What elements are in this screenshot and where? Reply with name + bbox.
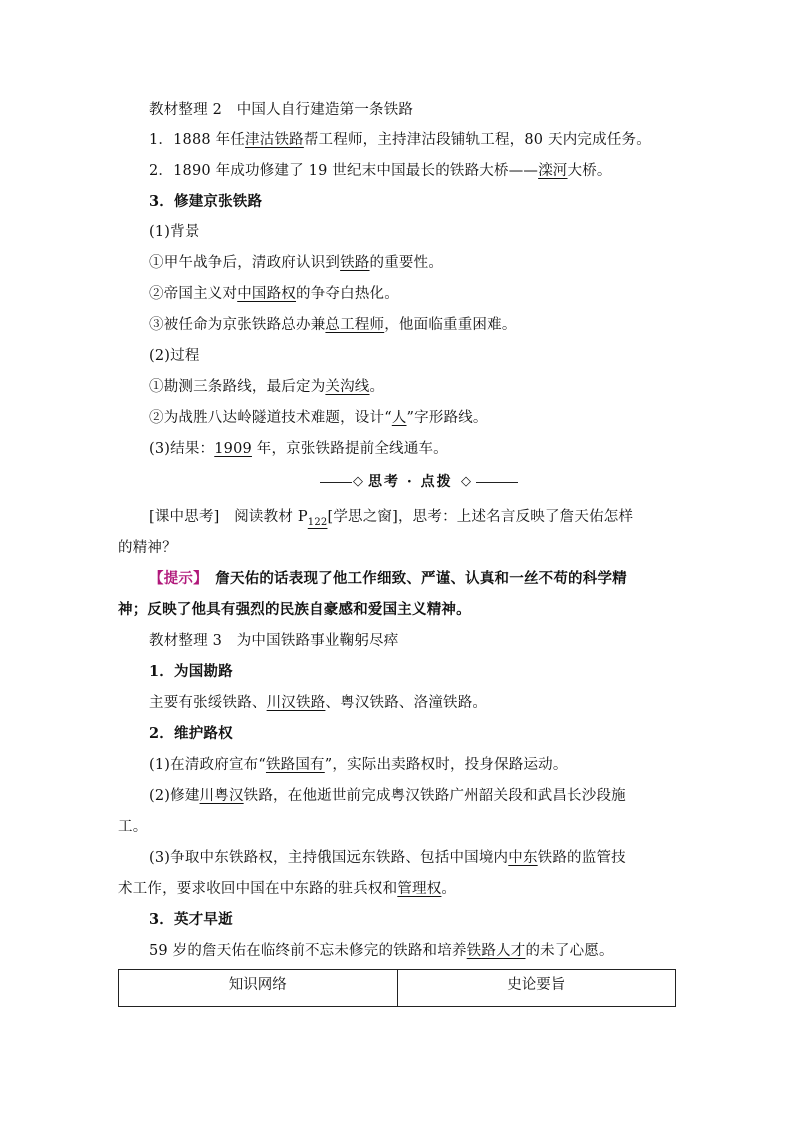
think-hint-separator [320, 471, 520, 493]
separator-rule-right [476, 482, 518, 483]
process-1: ①勘测三条路线，最后定为关沟线。 [149, 379, 385, 395]
route-right-2-cont: 工。 [118, 819, 148, 835]
item1-line: 1．1888 年任津沽铁路帮工程师，主持津沽段铺轨工程，80 天内完成任务。 [149, 132, 651, 148]
think-question-line1: [课中思考] 阅读教材 $P_{122}$[学思之窗]，思考：上述名言反映了詹天佑怎样 [149, 509, 634, 528]
route-right-2: (2)修建川粤汉铁路，在他逝世前完成粤汉铁路广州韶关段和武昌长沙段施 [149, 788, 626, 804]
route-right-3-line2: 术工作，要求收回中国在中东路的驻兵权和管理权。 [118, 881, 457, 897]
table-row [119, 970, 676, 1007]
result-line: (3)结果：1909 年，京张铁路提前全线通车。 [149, 441, 448, 457]
table-header-knowledge-network: 知识网络 [119, 970, 398, 1007]
topic1-body: 主要有张绥铁路、川汉铁路、粤汉铁路、洛潼铁路。 [149, 695, 488, 711]
topic1-title: 1．为国勘路 [149, 663, 233, 680]
topic3-body: 59 岁的詹天佑在临终前不忘未修完的铁路和培养铁路人才的未了心愿。 [149, 943, 614, 959]
separator-label: 思考 · 点拨 [368, 474, 453, 490]
background-2: ②帝国主义对中国路权的争夺白热化。 [149, 286, 399, 302]
background-3: ③被任命为京张铁路总办兼总工程师，他面临重重困难。 [149, 317, 517, 333]
route-right-1: (1)在清政府宣布“铁路国有”，实际出卖路权时，投身保路运动。 [149, 757, 568, 773]
process-2: ②为战胜八达岭隧道技术难题，设计“人”字形路线。 [149, 410, 488, 426]
topic2-title: 2．维护路权 [149, 725, 233, 742]
item3-title: 3．修建京张铁路 [149, 193, 263, 210]
diamond-icon: ◇ [353, 474, 363, 489]
item2-line: 2．1890 年成功修建了 19 世纪末中国最长的铁路大桥——滦河大桥。 [149, 163, 612, 179]
diamond-icon: ◇ [461, 474, 471, 489]
topic3-title: 3．英才早逝 [149, 911, 233, 928]
background-title: (1)背景 [149, 224, 200, 240]
process-title: (2)过程 [149, 348, 200, 364]
background-1: ①甲午战争后，清政府认识到铁路的重要性。 [149, 255, 444, 271]
hint-label: 【提示】 [149, 570, 201, 587]
route-right-3-line1: (3)争取中东铁路权，主持俄国远东铁路、包括中国境内中东铁路的监管技 [149, 850, 626, 866]
hint-line2: 神；反映了他具有强烈的民族自豪感和爱国主义精神。 [118, 601, 471, 618]
section2-heading: 教材整理 2 中国人自行建造第一条铁路 [149, 102, 414, 118]
section3-heading: 教材整理 3 为中国铁路事业鞠躬尽瘁 [149, 633, 399, 649]
hint-line1: 【提示】 詹天佑的话表现了他工作细致、严谨、认真和一丝不苟的科学精 [149, 570, 627, 587]
knowledge-table [118, 969, 676, 1007]
think-question-line2: 的精神？ [118, 540, 177, 556]
table-header-historical-thesis: 史论要旨 [397, 970, 676, 1007]
separator-rule-left [320, 482, 352, 483]
